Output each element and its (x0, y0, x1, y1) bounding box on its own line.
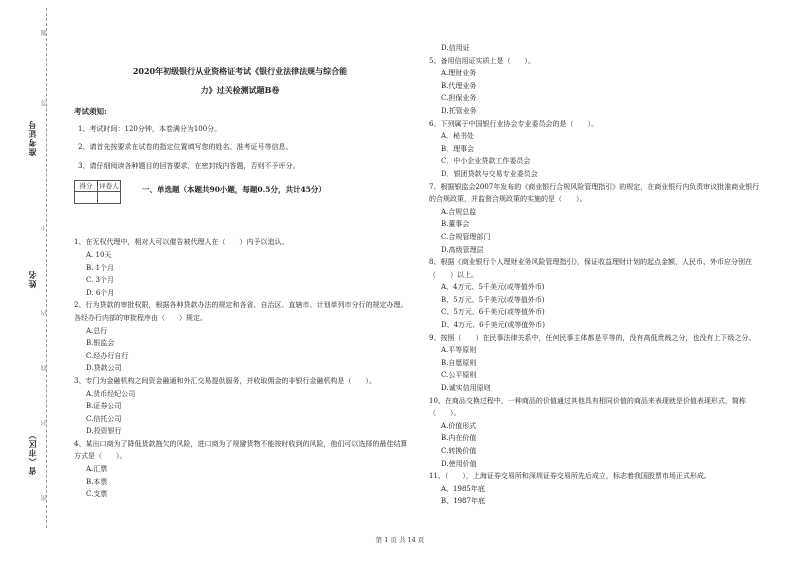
question-block (70, 299, 410, 375)
answer-option: A．秘书处 (441, 132, 475, 141)
question-stem: 3、专门为金融机构之间资金融通和外汇交易提供服务，并收取佣金的非银行金融机构是（ ）。 (74, 376, 376, 385)
question-block (425, 42, 765, 55)
answer-option: D、4万元、6千美元(或等值外币) (441, 321, 545, 330)
question-stem: 7、根据银监会2007年发布的《商业银行合规风险管理指引》的规定，在商业银行内负责审议批准商业银行的合规政策，并监督合规政策的实施的是（ ）。 (429, 182, 760, 204)
answer-option: A.平等原则 (441, 346, 477, 355)
answer-option: B.董事会 (441, 220, 470, 229)
answer-option: B.证券公司 (86, 402, 122, 411)
answer-option: D. 6个月 (86, 288, 115, 297)
question-block (70, 375, 410, 438)
binding-label-2: 省（市区） (27, 430, 37, 475)
notice-item: 1、考试时间：120分钟，本卷满分为100分。 (78, 124, 222, 133)
seal-dashed-line (46, 8, 47, 528)
score-col-label: 得分 (75, 181, 98, 191)
exam-title-line2: 力》过关检测试题B卷 (200, 85, 280, 95)
answer-option: C.担保业务 (441, 94, 477, 103)
question-stem: 10、在商品交换过程中，一种商品的价值通过其他具有相同价值的商品来表现就是价值表现形式，简称（ ）。 (429, 396, 746, 418)
answer-option: B.代理业务 (441, 81, 477, 90)
left-question-list (70, 236, 410, 500)
left-column (70, 62, 410, 501)
question-block (425, 332, 765, 395)
seal-line-mark-2: 不 (41, 225, 48, 231)
question-block (425, 118, 765, 181)
answer-option: D.投资银行 (86, 427, 122, 436)
notice-item: 2、请首先按要求在试卷的指定位置填写您的姓名、准考证号等信息。 (78, 143, 293, 152)
answer-option: B.银监会 (86, 339, 115, 348)
answer-option: D.诚实信用原则 (441, 384, 491, 393)
notice-list (70, 123, 410, 173)
answer-option: A.汇票 (86, 465, 108, 474)
seal-line-mark-3: 内 (41, 310, 48, 316)
answer-option: A、4万元、5千美元(或等值外币) (441, 283, 545, 292)
answer-option: B.自愿原则 (441, 358, 477, 367)
answer-option: C. 3个月 (86, 276, 115, 285)
score-section (70, 178, 410, 206)
question-stem: 5、备用信用证实质上是（ ）。 (429, 56, 535, 65)
answer-option: D.使用价值 (441, 459, 477, 468)
answer-option: C.经办行自行 (86, 351, 129, 360)
question-stem: 9、按照（ ）在民事法律关系中，任何民事主体都是平等的，没有高低贵贱之分，也没有上下级之分。 (429, 333, 756, 342)
answer-option: C.合规管理部门 (441, 232, 491, 241)
score-cell (75, 191, 98, 203)
answer-option: D.信用证 (441, 44, 470, 52)
answer-option: A.价值形式 (441, 421, 477, 430)
seal-line-mark-4: 线 (41, 365, 48, 371)
question-stem: 1、在无权代理中，相对人可以催告被代理人在（ ）内予以追认。 (74, 238, 289, 247)
answer-option: B.本票 (86, 477, 108, 486)
grader-col-label: 评卷人 (99, 182, 119, 191)
answer-option: A.合规总监 (441, 207, 477, 216)
question-block (70, 438, 410, 501)
answer-option: B. 1个月 (86, 263, 115, 272)
answer-option: A.货币经纪公司 (86, 389, 136, 398)
answer-option: C.转换价值 (441, 447, 477, 455)
answer-option: C.信托公司 (86, 414, 122, 423)
question-block (425, 256, 765, 332)
answer-option: B、1987年底 (441, 497, 485, 506)
question-stem: 6、下列属于中国银行业协会专业委员会的是（ ）。 (429, 119, 598, 128)
question-block (70, 236, 410, 299)
answer-option: D.高级管理层 (441, 245, 484, 254)
answer-option: A、1985年底 (441, 484, 485, 493)
binding-margin (0, 0, 60, 565)
answer-option: D．银团贷款与交易专业委员会 (441, 169, 538, 178)
question-block (425, 55, 765, 118)
seal-line-mark-5: 封 (41, 420, 48, 426)
answer-option: C.公平原则 (441, 371, 477, 380)
answer-option: B.内在价值 (441, 434, 477, 443)
question-block (425, 181, 765, 257)
answer-option: B、5万元、5千美元(或等值外币) (441, 295, 545, 304)
answer-option: A.理财业务 (441, 69, 477, 78)
binding-label-0: 准考证号 (27, 120, 37, 156)
question-stem: 2、行为贷款的审批权限，根据各种贷款办法的规定和各省、自治区、直辖市、计划单列市分行的规定办理。各经办行内部的审批程序由（ ）规定。 (74, 301, 408, 322)
right-column (425, 42, 765, 508)
question-stem: 4、某出口商为了降低货款拖欠的风险，进口商为了规避货物不能按时收到的风险，他们可以选择的最佳结算方式是（ ）。 (74, 439, 408, 461)
answer-option: A.总行 (86, 326, 108, 335)
page-footer: 第 1 页 共 14 页 (375, 536, 425, 544)
section-heading: 一、单选题（本题共90小题，每题0.5分，共计45分） (142, 185, 326, 195)
grader-cell (98, 191, 120, 203)
binding-label-1: 姓名 (27, 270, 37, 288)
answer-option: C．中小企业贷款工作委员会 (441, 157, 531, 166)
answer-option: B．理事会 (441, 144, 475, 153)
notice-heading: 考试须知: (74, 107, 107, 116)
seal-line-mark-0: 题 (41, 30, 48, 36)
seal-line-mark-6: 密 (41, 495, 48, 501)
question-stem: 8、根据《商业银行个人理财业务风险管理指引》，保证收益理财计划的起点金额，人民币、外币应分别在（ ）以上。 (429, 258, 752, 279)
answer-option: A. 10天 (86, 250, 112, 259)
notice-item: 3、请仔细阅读各种题目的回答要求，在密封线内答题，否则不予评分。 (78, 161, 300, 170)
answer-option: C、5万元、6千美元(或等值外币) (441, 308, 545, 317)
question-stem: 11、（ ），上海证券交易所和深圳证券交易所先后成立，标志着我国股票市场正式形成。 (429, 472, 711, 481)
answer-option: C.支票 (86, 490, 108, 499)
score-table-body (74, 191, 121, 204)
seal-line-mark-1: 答 (41, 100, 48, 106)
answer-option: D.贷款公司 (86, 364, 122, 373)
answer-option: D.托管业务 (441, 106, 477, 115)
exam-title-line1: 2020年初级银行从业资格证考试《银行业法律法规与综合能 (132, 66, 348, 76)
question-block (425, 470, 765, 508)
question-block (425, 395, 765, 471)
right-question-list (425, 42, 765, 508)
